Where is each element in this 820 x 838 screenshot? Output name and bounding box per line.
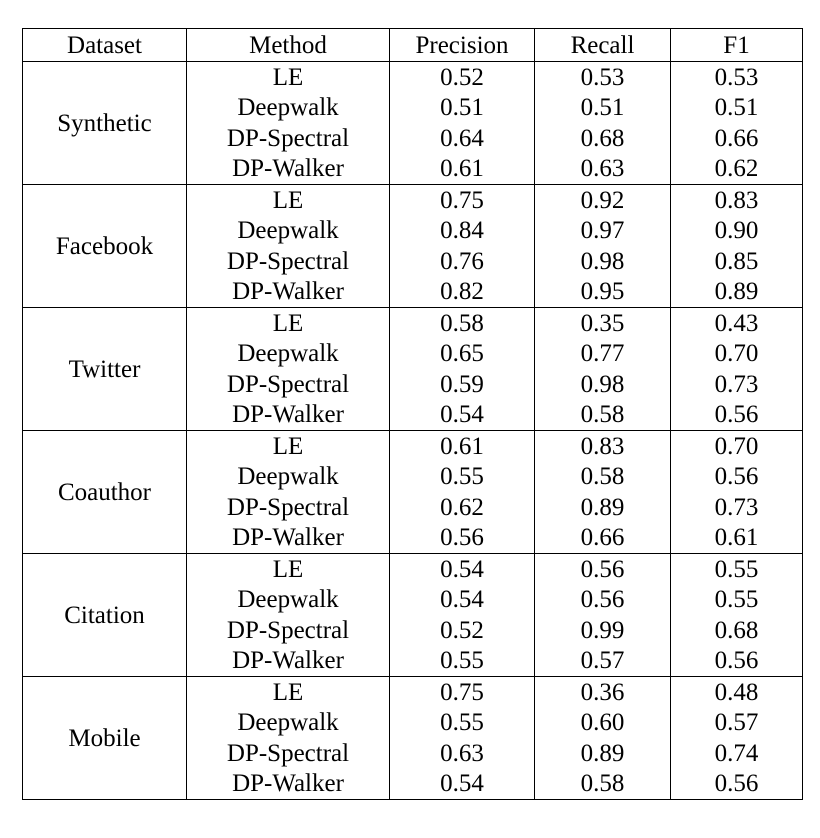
f1-cell: 0.56	[671, 462, 803, 493]
dataset-cell: Facebook	[23, 185, 187, 308]
recall-cell: 0.98	[535, 246, 671, 277]
recall-cell: 0.66	[535, 523, 671, 554]
f1-cell: 0.43	[671, 308, 803, 339]
f1-cell: 0.89	[671, 277, 803, 308]
table-row	[23, 554, 803, 585]
f1-cell: 0.57	[671, 708, 803, 739]
recall-cell: 0.89	[535, 492, 671, 523]
header-method: Method	[187, 29, 390, 62]
precision-cell: 0.54	[390, 769, 535, 800]
precision-cell: 0.55	[390, 708, 535, 739]
precision-cell: 0.54	[390, 400, 535, 431]
precision-cell: 0.75	[390, 185, 535, 216]
recall-cell: 0.53	[535, 62, 671, 93]
method-cell: Deepwalk	[187, 93, 390, 124]
method-cell: Deepwalk	[187, 339, 390, 370]
header-dataset: Dataset	[23, 29, 187, 62]
method-cell: DP-Walker	[187, 646, 390, 677]
method-cell: DP-Walker	[187, 400, 390, 431]
method-cell: LE	[187, 554, 390, 585]
f1-cell: 0.56	[671, 400, 803, 431]
f1-cell: 0.70	[671, 339, 803, 370]
recall-cell: 0.97	[535, 216, 671, 247]
recall-cell: 0.60	[535, 708, 671, 739]
dataset-cell: Citation	[23, 554, 187, 677]
recall-cell: 0.98	[535, 369, 671, 400]
f1-cell: 0.66	[671, 123, 803, 154]
recall-cell: 0.95	[535, 277, 671, 308]
f1-cell: 0.70	[671, 431, 803, 462]
dataset-group	[23, 677, 803, 800]
method-cell: DP-Spectral	[187, 246, 390, 277]
precision-cell: 0.82	[390, 277, 535, 308]
f1-cell: 0.83	[671, 185, 803, 216]
precision-cell: 0.84	[390, 216, 535, 247]
precision-cell: 0.61	[390, 154, 535, 185]
method-cell: Deepwalk	[187, 462, 390, 493]
method-cell: DP-Spectral	[187, 492, 390, 523]
method-cell: LE	[187, 62, 390, 93]
precision-cell: 0.55	[390, 646, 535, 677]
method-cell: DP-Spectral	[187, 123, 390, 154]
dataset-group	[23, 62, 803, 185]
recall-cell: 0.68	[535, 123, 671, 154]
method-cell: Deepwalk	[187, 708, 390, 739]
precision-cell: 0.61	[390, 431, 535, 462]
dataset-cell: Coauthor	[23, 431, 187, 554]
method-cell: DP-Walker	[187, 154, 390, 185]
precision-cell: 0.63	[390, 738, 535, 769]
method-cell: LE	[187, 185, 390, 216]
dataset-cell: Mobile	[23, 677, 187, 800]
precision-cell: 0.54	[390, 585, 535, 616]
f1-cell: 0.55	[671, 585, 803, 616]
table-row	[23, 677, 803, 708]
recall-cell: 0.57	[535, 646, 671, 677]
method-cell: Deepwalk	[187, 216, 390, 247]
precision-cell: 0.52	[390, 615, 535, 646]
f1-cell: 0.48	[671, 677, 803, 708]
recall-cell: 0.89	[535, 738, 671, 769]
header-f1: F1	[671, 29, 803, 62]
f1-cell: 0.51	[671, 93, 803, 124]
table-header	[23, 29, 803, 62]
method-cell: DP-Spectral	[187, 615, 390, 646]
header-row	[23, 29, 803, 62]
precision-cell: 0.62	[390, 492, 535, 523]
method-cell: DP-Spectral	[187, 738, 390, 769]
recall-cell: 0.56	[535, 585, 671, 616]
table-row	[23, 62, 803, 93]
dataset-group	[23, 431, 803, 554]
recall-cell: 0.35	[535, 308, 671, 339]
f1-cell: 0.85	[671, 246, 803, 277]
precision-cell: 0.76	[390, 246, 535, 277]
method-cell: LE	[187, 677, 390, 708]
table-row	[23, 308, 803, 339]
f1-cell: 0.90	[671, 216, 803, 247]
table-row	[23, 185, 803, 216]
precision-cell: 0.56	[390, 523, 535, 554]
recall-cell: 0.58	[535, 400, 671, 431]
method-cell: DP-Walker	[187, 277, 390, 308]
header-precision: Precision	[390, 29, 535, 62]
recall-cell: 0.36	[535, 677, 671, 708]
recall-cell: 0.63	[535, 154, 671, 185]
method-cell: LE	[187, 308, 390, 339]
precision-cell: 0.52	[390, 62, 535, 93]
recall-cell: 0.58	[535, 462, 671, 493]
f1-cell: 0.53	[671, 62, 803, 93]
recall-cell: 0.77	[535, 339, 671, 370]
f1-cell: 0.56	[671, 646, 803, 677]
f1-cell: 0.62	[671, 154, 803, 185]
recall-cell: 0.99	[535, 615, 671, 646]
f1-cell: 0.61	[671, 523, 803, 554]
recall-cell: 0.58	[535, 769, 671, 800]
f1-cell: 0.68	[671, 615, 803, 646]
recall-cell: 0.92	[535, 185, 671, 216]
recall-cell: 0.51	[535, 93, 671, 124]
method-cell: DP-Spectral	[187, 369, 390, 400]
precision-cell: 0.64	[390, 123, 535, 154]
f1-cell: 0.73	[671, 369, 803, 400]
recall-cell: 0.56	[535, 554, 671, 585]
dataset-group	[23, 185, 803, 308]
header-recall: Recall	[535, 29, 671, 62]
precision-cell: 0.75	[390, 677, 535, 708]
precision-cell: 0.58	[390, 308, 535, 339]
dataset-group	[23, 308, 803, 431]
precision-cell: 0.54	[390, 554, 535, 585]
results-table	[22, 28, 803, 800]
method-cell: DP-Walker	[187, 769, 390, 800]
recall-cell: 0.83	[535, 431, 671, 462]
method-cell: LE	[187, 431, 390, 462]
precision-cell: 0.65	[390, 339, 535, 370]
f1-cell: 0.74	[671, 738, 803, 769]
precision-cell: 0.59	[390, 369, 535, 400]
precision-cell: 0.55	[390, 462, 535, 493]
method-cell: DP-Walker	[187, 523, 390, 554]
dataset-cell: Twitter	[23, 308, 187, 431]
f1-cell: 0.73	[671, 492, 803, 523]
f1-cell: 0.55	[671, 554, 803, 585]
dataset-cell: Synthetic	[23, 62, 187, 185]
dataset-group	[23, 554, 803, 677]
precision-cell: 0.51	[390, 93, 535, 124]
f1-cell: 0.56	[671, 769, 803, 800]
table-row	[23, 431, 803, 462]
method-cell: Deepwalk	[187, 585, 390, 616]
